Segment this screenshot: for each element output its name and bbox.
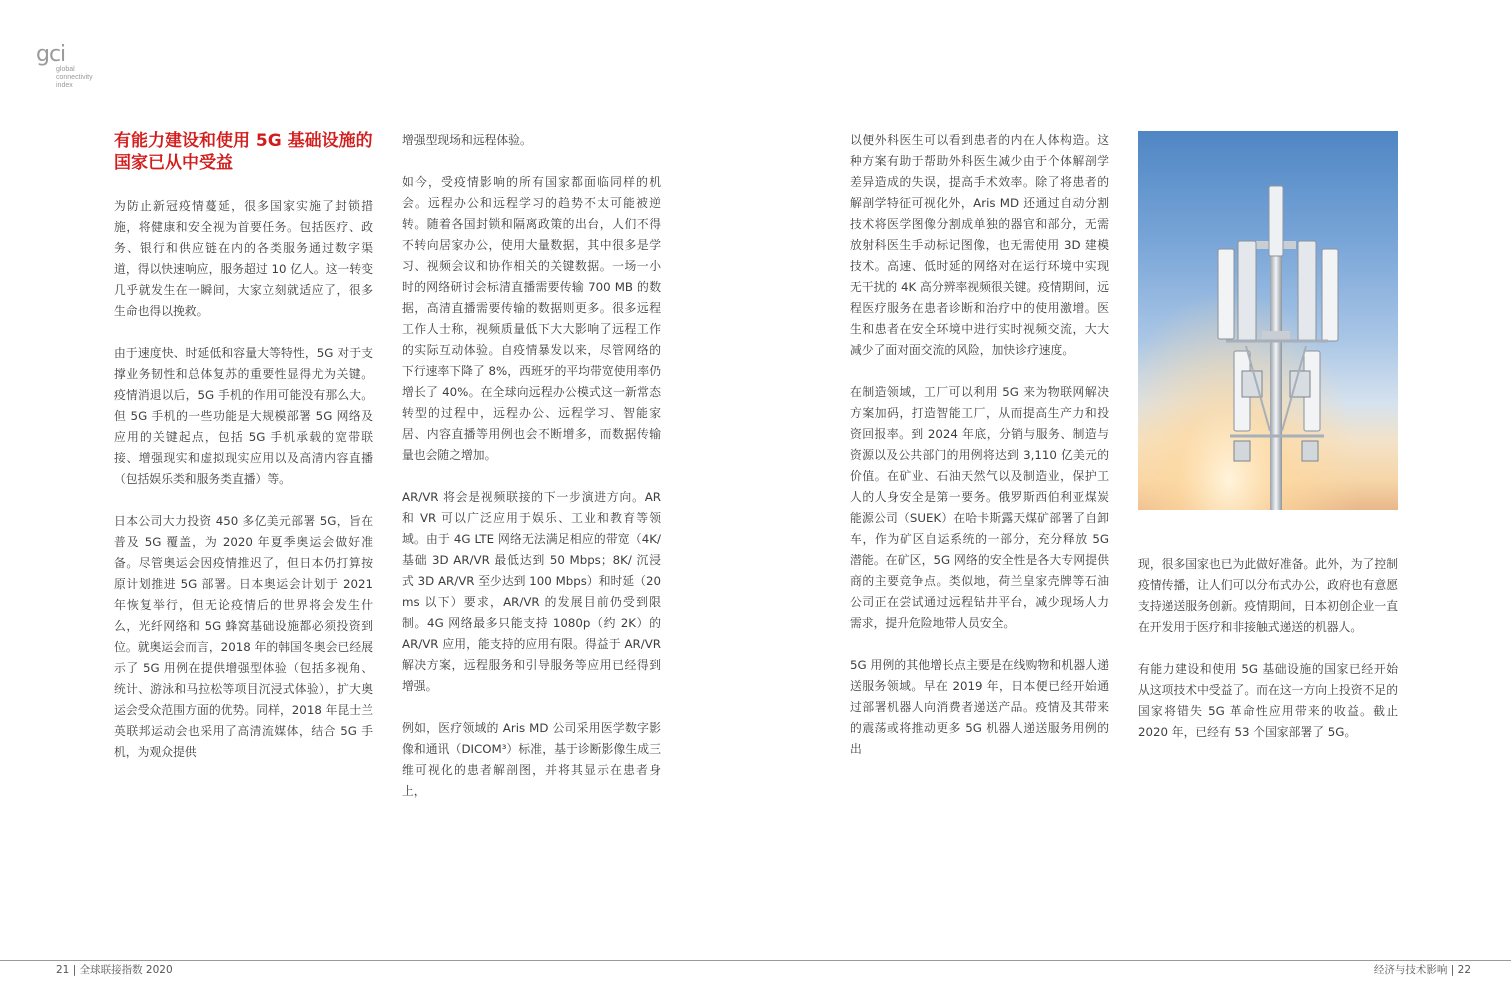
paragraph: 以便外科医生可以看到患者的内在人体构造。这种方案有助于帮助外科医生减少由于个体解剖学差异造成的失误，提高手术效率。除了将患者的解剖学特征可视化外，Aris MD 还通过自动分割技术将医学图像分割成单独的器官和部分，无需放射科医生手动标记图像，也无需使用 3D 建模技术。高速、低时延的网络对在运行环境中实现无干扰的 4K 高分辨率视频很关键。疫情期间，远程医疗服务在患者诊断和治疗中的使用激增。医生和患者在安全环境中进行实时视频交流，大大减少了面对面交流的风险，加快诊疗速度。: [850, 133, 1109, 357]
cell-tower-illustration: [1138, 131, 1398, 510]
5g-tower-photo: [1138, 131, 1398, 510]
text-column-4: [1138, 554, 1398, 764]
paragraph: 5G 用例的其他增长点主要是在线购物和机器人递送服务领域。早在 2019 年，日本便已经开始通过部署机器人向消费者递送产品。疫情及其带来的震荡或将推动更多 5G 机器人递送服务用例的出: [850, 658, 1109, 756]
logo-line-1: global: [56, 66, 75, 73]
paragraph: 在制造领域，工厂可以利用 5G 来为物联网解决方案加码，打造智能工厂，从而提高生产力和投资回报率。到 2024 年底，分销与服务、制造与资源以及公共部门的用例将达到 3,110 亿美元的价值。在矿业、石油天然气以及制造业，保护工人的人身安全是第一要务。俄罗斯西伯利亚煤炭能源公司（SUEK）在哈卡斯露天煤矿部署了自卸车，作为矿区自运系统的一部分，充分释放 5G 潜能。在矿区，5G 网络的安全性是各大专网提供商的主要竞争点。类似地，荷兰皇家壳牌等石油公司正在尝试通过远程钻井平台，减少现场人力需求，提升危险地带人员安全。: [850, 385, 1109, 630]
logo-text: [56, 66, 93, 90]
paragraph: 日本公司大力投资 450 多亿美元部署 5G，旨在普及 5G 覆盖，为 2020 年夏季奥运会做好准备。尽管奥运会因疫情推迟了，但日本仍打算按原计划推进 5G 部署。日本奥运会计划于 2021 年恢复举行，但无论疫情后的世界将会发生什么，光纤网络和 5G 蜂窝基础设施都必须投资到位。就奥运会而言，2018 年的韩国冬奥会已经展示了 5G 用例在提供增强型体验（包括多视角、统计、游泳和马拉松等项目沉浸式体验），扩大奥运会受众范围方面的优势。同样，2018 年昆士兰英联邦运动会也采用了高清流媒体，结合 5G 手机，为观众提供: [114, 514, 373, 759]
gci-logo: [36, 44, 116, 96]
paragraph: 如今，受疫情影响的所有国家都面临同样的机会。远程办公和远程学习的趋势不太可能被逆转。随着各国封锁和隔离政策的出台，人们不得不转向居家办公，使用大量数据，其中很多是学习、视频会议和协作相关的关键数据。一场一小时的网络研讨会标清直播需要传输 700 MB 的数据，高清直播需要传输的数据则更多。很多远程工作人士称，视频质量低下大大影响了远程工作的实际互动体验。自疫情暴发以来，尽管网络的下行速率下降了 8%，西班牙的平均带宽使用率仍增长了 40%。在全球向远程办公模式这一新常态转型的过程中，远程办公、远程学习、智能家居、内容直播等用例也会不断增多，而数据传输量也会随之增加。: [402, 175, 661, 462]
text-column-1: [114, 130, 373, 784]
text-column-2: [402, 130, 661, 823]
logo-mark: gci: [36, 42, 66, 67]
text-column-3: [850, 130, 1109, 781]
paragraph: 增强型现场和远程体验。: [402, 133, 532, 147]
footer-divider: [0, 960, 1511, 961]
paragraph: 由于速度快、时延低和容量大等特性，5G 对于支撑业务韧性和总体复苏的重要性显得尤为关键。疫情消退以后，5G 手机的作用可能没有那么大。但 5G 手机的一些功能是大规模部署 5G 网络及应用的关键起点，包括 5G 手机承载的宽带联接、增强现实和虚拟现实应用以及高清内容直播（包括娱乐类和服务类直播）等。: [114, 346, 373, 486]
logo-line-2: connectivity: [56, 74, 93, 81]
footer-right-page-label: 经济与技术影响 | 22: [1373, 964, 1471, 976]
footer-left-page-label: 21 | 全球联接指数 2020: [56, 964, 173, 976]
paragraph: 现，很多国家也已为此做好准备。此外，为了控制疫情传播，让人们可以分布式办公，政府也有意愿支持递送服务创新。疫情期间，日本初创企业一直在开发用于医疗和非接触式递送的机器人。: [1138, 557, 1398, 634]
paragraph: AR/VR 将会是视频联接的下一步演进方向。AR 和 VR 可以广泛应用于娱乐、工业和教育等领域。由于 4G LTE 网络无法满足相应的带宽（4K/ 基础 3D AR/VR 最低达到 50 Mbps；8K/ 沉浸式 3D AR/VR 至少达到 100 Mbps）和时延（20 ms 以下）要求，AR/VR 的发展目前仍受到限制。4G 网络最多只能支持 1080p（约 2K）的 AR/VR 应用，能支持的应用有限。得益于 AR/VR 解决方案，远程服务和引导服务等应用已经得到增强。: [402, 490, 661, 693]
logo-line-3: index: [56, 82, 73, 89]
paragraph: 例如，医疗领域的 Aris MD 公司采用医学数字影像和通讯（DICOM³）标准，基于诊断影像生成三维可视化的患者解剖图，并将其显示在患者身上，: [402, 721, 661, 798]
paragraph: 有能力建设和使用 5G 基础设施的国家已经开始从这项技术中受益了。而在这一方向上投资不足的国家将错失 5G 革命性应用带来的收益。截止 2020 年，已经有 53 个国家部署了 5G。: [1138, 662, 1398, 739]
section-heading: 有能力建设和使用 5G 基础设施的国家已从中受益: [114, 131, 373, 173]
paragraph: 为防止新冠疫情蔓延，很多国家实施了封锁措施，将健康和安全视为首要任务。包括医疗、政务、银行和供应链在内的各类服务通过数字渠道，得以快速响应，服务超过 10 亿人。这一转变几乎就发生在一瞬间，大家立刻就适应了，很多生命也得以挽救。: [114, 199, 373, 318]
